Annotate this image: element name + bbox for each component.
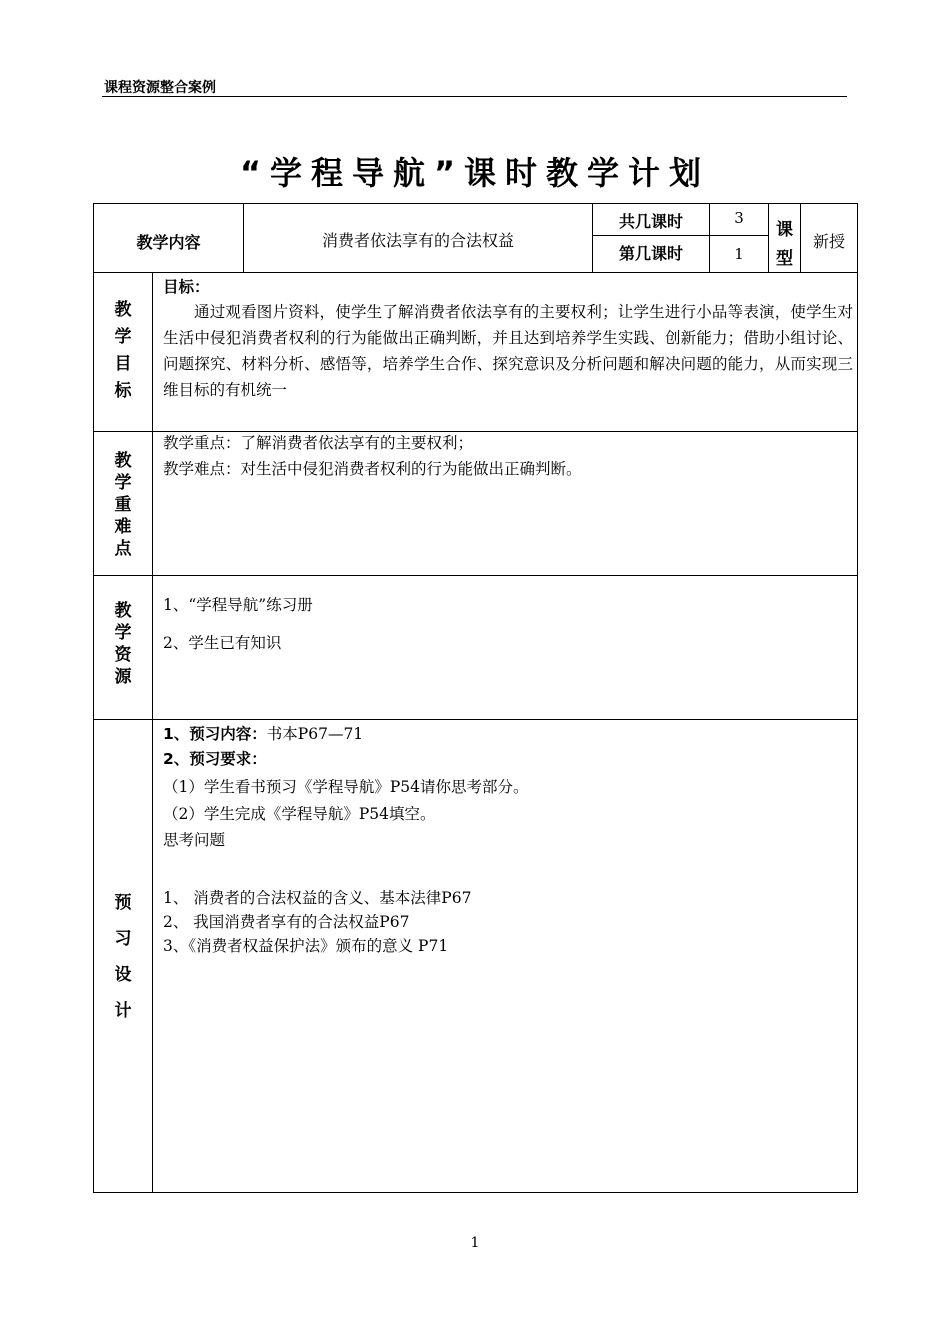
key-point-line: 教学重点：了解消费者依法享有的主要权利； [163, 434, 474, 452]
key-points-label-char: 教 [114, 451, 132, 471]
preview-content [163, 722, 853, 958]
total-lessons-label: 共几课时 [618, 212, 683, 231]
header-rule [102, 96, 847, 97]
spacer [163, 852, 853, 886]
preview-content-label: 1、预习内容： [163, 725, 267, 743]
resources-label-char: 学 [114, 623, 132, 643]
preview-requirements-label: 2、预习要求： [163, 750, 267, 768]
lesson-type-label-2: 型 [776, 249, 793, 269]
preview-label-char: 预 [114, 893, 132, 913]
key-points-label-char: 重 [114, 495, 132, 515]
key-points-label-char: 点 [114, 539, 132, 559]
lesson-type-label-1: 课 [776, 220, 793, 240]
preview-content-line [163, 722, 853, 747]
resources-label-char: 源 [114, 667, 132, 687]
resources-label-char: 教 [114, 601, 132, 621]
goals-label-char: 标 [114, 381, 132, 401]
question-item: 2、 我国消费者享有的合法权益P67 [163, 913, 410, 931]
resources-content [163, 592, 853, 656]
preview-label-char: 习 [114, 929, 132, 949]
difficult-point-line: 教学难点：对生活中侵犯消费者权利的行为能做出正确判断。 [163, 460, 582, 478]
resources-label [94, 600, 152, 688]
current-lesson-label: 第几课时 [618, 244, 683, 263]
row-divider-4 [93, 719, 858, 720]
goals-heading: 目标： [163, 278, 210, 296]
row-divider-1 [93, 272, 858, 273]
resource-item: 2、学生已有知识 [163, 634, 282, 652]
question-item: 3、《消费者权益保护法》颁布的意义 P71 [163, 937, 449, 955]
row1-split-line [592, 235, 768, 236]
key-points-label [94, 450, 152, 560]
preview-label [94, 885, 152, 1029]
document-header: 课程资源整合案例 [104, 80, 216, 96]
row-divider-3 [93, 575, 858, 576]
table-border-bottom [93, 1192, 858, 1193]
resources-label-char: 资 [114, 645, 132, 665]
preview-label-char: 设 [114, 965, 132, 985]
goals-label-char: 学 [114, 327, 132, 347]
questions-heading: 思考问题 [163, 831, 226, 849]
goals-label-char: 教 [114, 300, 132, 320]
content-value: 消费者依法享有的合法权益 [321, 231, 514, 250]
question-item: 1、 消费者的合法权益的含义、基本法律P67 [163, 889, 472, 907]
goals-label-char: 目 [114, 354, 132, 374]
preview-requirement: （2）学生完成《学程导航》P54填空。 [163, 805, 436, 823]
preview-content-value: 书本P67—71 [266, 725, 364, 743]
page-title: “学程导航”课时教学计划 [239, 154, 711, 192]
key-points-content [163, 430, 853, 482]
key-points-label-char: 难 [114, 517, 132, 537]
current-lesson-value: 1 [734, 245, 744, 263]
table-border-top [93, 203, 858, 204]
content-label: 教学内容 [136, 233, 201, 252]
lesson-type-value: 新授 [812, 232, 845, 251]
goals-label [94, 297, 152, 405]
preview-label-char: 计 [114, 1001, 132, 1021]
preview-requirement: （1）学生看书预习《学程导航》P54请你思考部分。 [163, 778, 529, 796]
total-lessons-value: 3 [734, 209, 744, 227]
resource-item: 1、“学程导航”练习册 [163, 596, 313, 614]
label-column-line [152, 272, 153, 1193]
goals-content [163, 275, 853, 403]
key-points-label-char: 学 [114, 473, 132, 493]
goals-paragraph: 通过观看图片资料，使学生了解消费者依法享有的主要权利；让学生进行小品等表演，使学生对生活中侵犯消费者权利的行为能做出正确判断，并且达到培养学生实践、创新能力；借助小组讨论、问题探究、材料分析、感悟等，培养学生合作、探究意识及分析问题和解决问题的能力，从而实现三维目标的有机统一 [163, 303, 853, 399]
page-number: 1 [470, 1235, 480, 1251]
table-border-right [857, 203, 858, 1193]
